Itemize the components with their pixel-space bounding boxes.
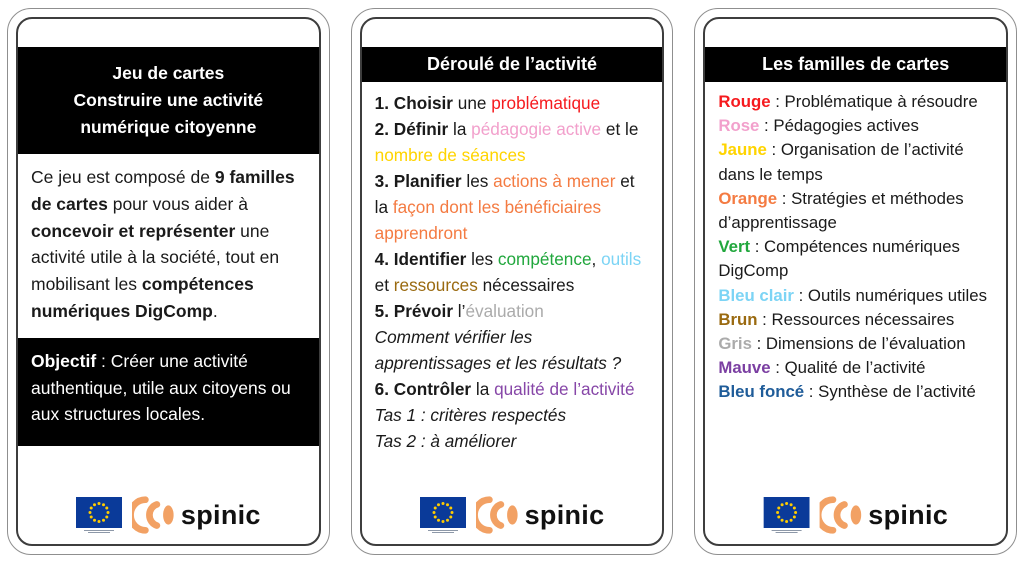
card-title-line: numérique citoyenne [80, 117, 257, 137]
card-title-line: Construire une activité [73, 90, 264, 110]
card-title: Les familles de cartes [762, 54, 950, 74]
card-familles-inner [703, 17, 1008, 546]
step-5-note: Comment vérifier les apprentissages et les résultats ? [374, 327, 622, 373]
spinic-logo-icon [819, 495, 863, 535]
step-1: 1. Choisir une problématique [374, 93, 601, 113]
family-jaune: Jaune : Organisation de l’activité dans le temps [718, 140, 964, 184]
step-6: 6. Contrôler la qualité de l’activité [374, 379, 635, 399]
card-top-margin [362, 19, 663, 47]
spinic-logo [132, 495, 261, 535]
eu-flag-caption [766, 529, 806, 533]
card-title-bar [362, 47, 663, 82]
steps-list [362, 82, 663, 454]
spinic-wordmark: spinic [524, 499, 605, 530]
family-bleu-clair: Bleu clair : Outils numériques utiles [718, 285, 987, 305]
spinic-logo [819, 495, 948, 535]
step-6-note-tas1: Tas 1 : critères respectés [374, 405, 567, 425]
family-rose: Rose : Pédagogies actives [718, 116, 919, 136]
card-deroule [351, 8, 674, 555]
eu-flag-icon [76, 497, 122, 533]
card-familles [694, 8, 1017, 555]
eu-flag-caption [79, 529, 119, 533]
spinic-logo [476, 495, 605, 535]
family-orange: Orange : Stratégies et méthodes d’apprentissage [718, 188, 964, 233]
family-brun: Brun : Ressources nécessaires [718, 309, 955, 329]
objectif-box: Objectif : Créer une activité authentique, utile aux citoyens ou aux structures locales. [18, 338, 319, 446]
card-top-margin [18, 19, 319, 47]
step-4: 4. Identifier les compétence, outils et ressources nécessaires [374, 249, 642, 295]
spinic-wordmark: spinic [868, 499, 949, 530]
card-title-bar [705, 47, 1006, 82]
card-deroule-inner [360, 17, 665, 546]
eu-flag-icon [763, 497, 809, 533]
spinic-wordmark: spinic [180, 499, 261, 530]
logo-row [760, 493, 951, 539]
card-title: Déroulé de l’activité [426, 54, 598, 74]
card-jeu-de-cartes [7, 8, 330, 555]
card-top-margin [705, 19, 1006, 47]
family-vert: Vert : Compétences numériques DigComp [718, 237, 960, 281]
step-2: 2. Définir la pédagogie active et le nombre de séances [374, 119, 639, 165]
family-bleu-fonce: Bleu foncé : Synthèse de l’activité [718, 382, 976, 402]
logo-row [362, 491, 663, 544]
eu-flag-icon [420, 497, 466, 533]
step-5: 5. Prévoir l’évaluation [374, 301, 544, 321]
step-3: 3. Planifier les actions à mener et la façon dont les bénéficiaires apprendront [374, 171, 635, 243]
card-jeu-inner [16, 17, 321, 546]
family-gris: Gris : Dimensions de l’évaluation [718, 334, 966, 354]
spinic-logo-icon [132, 495, 176, 535]
card-title-line: Jeu de cartes [112, 63, 225, 83]
eu-flag-caption [423, 529, 463, 533]
spinic-logo-icon [476, 495, 520, 535]
families-list [705, 82, 1006, 405]
card-title-bar [18, 47, 319, 154]
logo-row [18, 491, 319, 544]
step-6-note-tas2: Tas 2 : à améliorer [374, 431, 517, 451]
family-rouge: Rouge : Problématique à résoudre [718, 92, 978, 111]
card-description: Ce jeu est composé de 9 familles de cartes pour vous aider à concevoir et représenter une activité utile à la société, tout en mobilisant les compétences numériques DigComp. [31, 167, 295, 321]
family-mauve: Mauve : Qualité de l’activité [718, 358, 926, 378]
